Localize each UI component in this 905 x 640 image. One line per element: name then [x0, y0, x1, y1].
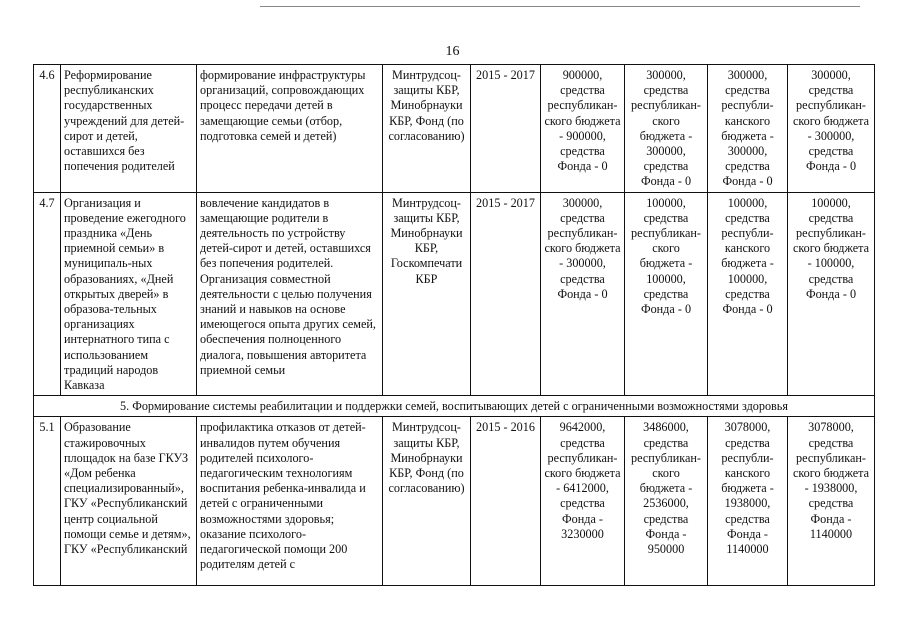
funding-total: 300000, средства республикан-ского бюджета - 300000, средства Фонда - 0 [541, 192, 625, 396]
funding-year-2: 3078000, средства республи-канского бюджета - 1938000, средства Фонда - 1140000 [708, 417, 788, 586]
funding-total: 9642000, средства республикан-ского бюджета - 6412000, средства Фонда - 3230000 [541, 417, 625, 586]
funding-year-1: 3486000, средства республикан-ского бюджета - 2536000, средства Фонда - 950000 [625, 417, 708, 586]
activity-goal: вовлечение кандидатов в замещающие родители в деятельность по устройству детей-сирот и детей, оставшихся без попечения родителей. Организация совместной деятельности с целью получения знаний и навыков на основе имеющегося опыта других семей, обеспечения полноценного диалога, повышения авторитета приемной семьи [197, 192, 383, 396]
funding-year-1: 100000, средства республикан-ского бюджета - 100000, средства Фонда - 0 [625, 192, 708, 396]
table-row-5-1 [34, 417, 875, 586]
table-row-4-6 [34, 65, 875, 193]
activity-period: 2015 - 2016 [471, 417, 541, 586]
program-activities-table [33, 64, 875, 586]
activity-goal: формирование инфраструктуры организаций, сопровождающих процесс передачи детей в замещающие семьи (отбор, подготовка семей и детей) [197, 65, 383, 193]
section-title: 5. Формирование системы реабилитации и поддержки семей, воспитывающих детей с ограниченными возможностями здоровья [34, 396, 875, 417]
activity-period: 2015 - 2017 [471, 65, 541, 193]
activity-name: Организация и проведение ежегодного праздника «День приемной семьи» в муниципаль-ных образованиях, «Дней открытых дверей» в образова-тельных организациях интернатного типа с использованием традиций народов Кавказа [61, 192, 197, 396]
funding-year-3: 3078000, средства республикан-ского бюджета - 1938000, средства Фонда - 1140000 [788, 417, 875, 586]
activity-name: Образование стажировочных площадок на базе ГКУЗ «Дом ребенка специализированный», ГКУ «Республиканский центр социальной помощи семье и детям», ГКУ «Республиканский [61, 417, 197, 586]
funding-year-2: 100000, средства республи-канского бюджета - 100000, средства Фонда - 0 [708, 192, 788, 396]
row-number: 4.7 [34, 192, 61, 396]
funding-year-3: 300000, средства республикан-ского бюджета - 300000, средства Фонда - 0 [788, 65, 875, 193]
activity-executors: Минтрудсоц-защиты КБР, Минобрнауки КБР, Фонд (по согласованию) [383, 65, 471, 193]
page-number: 16 [445, 44, 460, 59]
funding-year-3: 100000, средства республикан-ского бюджета - 100000, средства Фонда - 0 [788, 192, 875, 396]
activity-period: 2015 - 2017 [471, 192, 541, 396]
activity-name: Реформирование республиканских государственных учреждений для детей-сирот и детей, оставшихся без попечения родителей [61, 65, 197, 193]
table-row-4-7 [34, 192, 875, 396]
activity-goal: профилактика отказов от детей-инвалидов путем обучения родителей психолого-педагогическим технологиям воспитания ребенка-инвалида и детей с ограниченными возможностями здоровья; оказание психолого-педагогической помощи 200 родителям детей с [197, 417, 383, 586]
activity-executors: Минтрудсоц-защиты КБР, Минобрнауки КБР, Фонд (по согласованию) [383, 417, 471, 586]
row-number: 5.1 [34, 417, 61, 586]
funding-year-1: 300000, средства республикан-ского бюджета - 300000, средства Фонда - 0 [625, 65, 708, 193]
funding-year-2: 300000, средства республи-канского бюджета - 300000, средства Фонда - 0 [708, 65, 788, 193]
funding-total: 900000, средства республикан-ского бюджета - 900000, средства Фонда - 0 [541, 65, 625, 193]
page-top-rule [260, 6, 860, 7]
section-header-row [34, 396, 875, 417]
activity-executors: Минтрудсоц-защиты КБР, Минобрнауки КБР, Госкомпечати КБР [383, 192, 471, 396]
row-number: 4.6 [34, 65, 61, 193]
